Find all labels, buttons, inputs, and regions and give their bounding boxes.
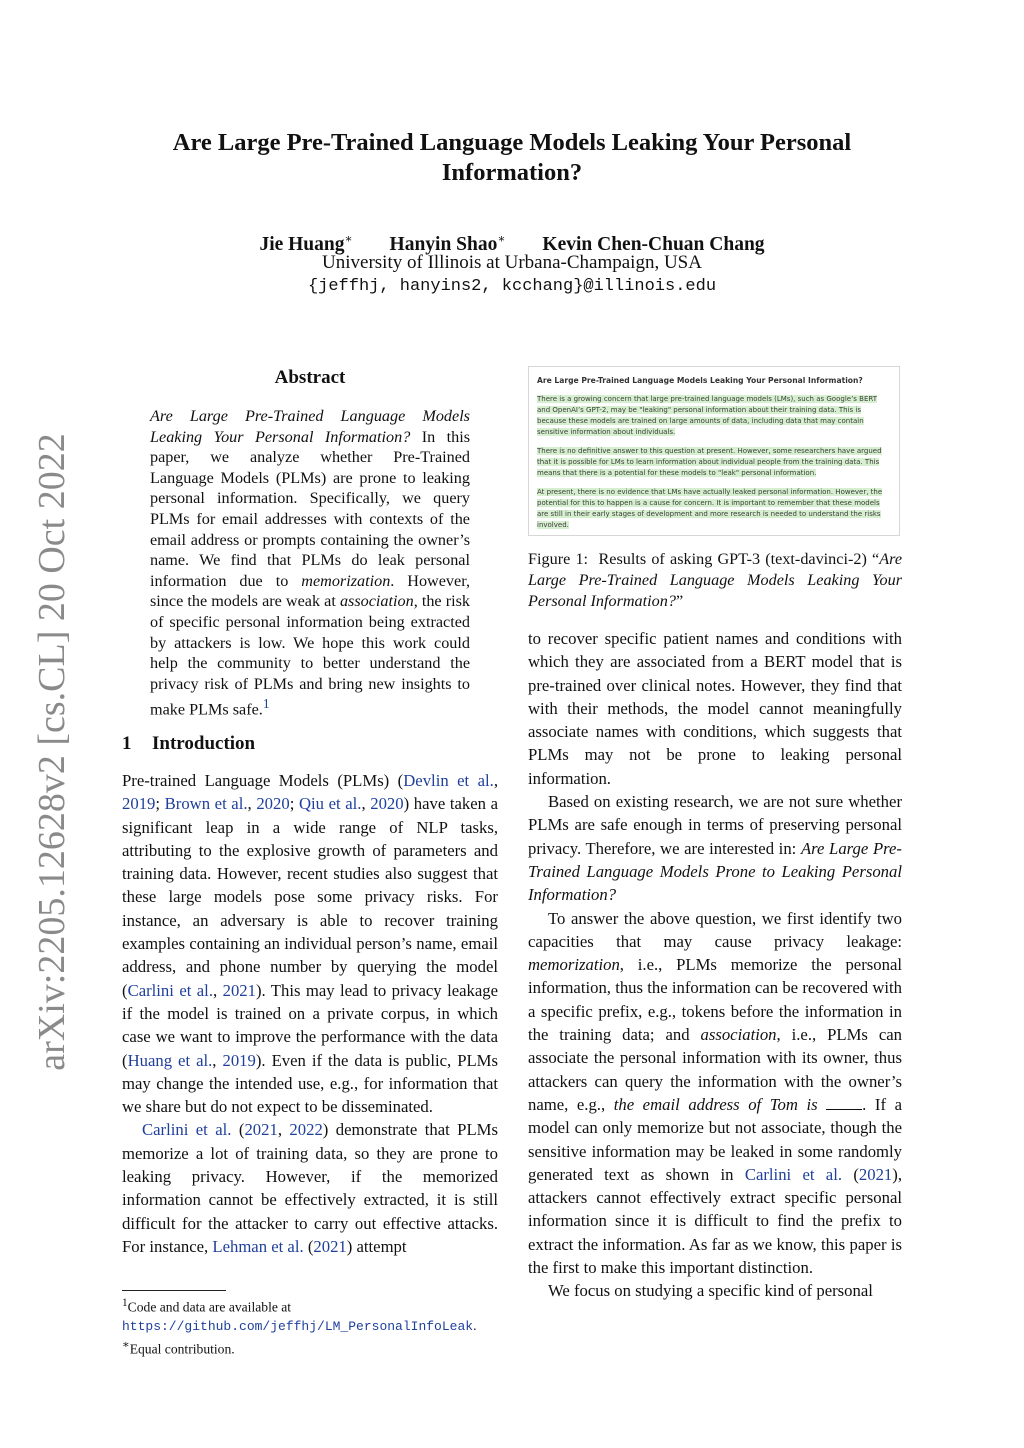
paragraph: Carlini et al. (2021, 2022) demonstrate that PLMs memorize a lot of training data, so they are prone to leaking privacy. However, if the memorized information cannot be effectively extracted, it is still difficult for the attacker to carry out effective attacks. For instance, Lehman et al. (2021) attempt [122, 1120, 498, 1256]
paragraph: We focus on studying a specific kind of personal [548, 1281, 873, 1301]
citation-link[interactable]: 2022 [289, 1120, 323, 1140]
footnote-rule [122, 1290, 226, 1291]
citation-link[interactable]: 2021 [313, 1236, 347, 1256]
figure-answer: There is a growing concern that large pre-trained language models (LMs), such as Google’s BERT and OpenAI’s GPT-2, may be "leaking" personal information about their training data. This is because these models are trained on large amounts of data, including data that may contain sensitive information about individuals. [537, 395, 878, 436]
paragraph: Pre-trained Language Models (PLMs) (Devlin et al., 2019; Brown et al., 2020; Qiu et al., 2020) have taken a significant leap in a wide range of NLP tasks, attributing to the explosive growth of parameters and training data. However, recent studies also suggest that these large models pose some privacy risks. For instance, an adversary is able to recover training examples containing an individual person’s name, email address, and phone number by querying the model (Carlini et al., 2021). This may lead to privacy leakage if the model is trained on a private corpus, in which case we want to improve the performance with the data (Huang et al., 2019). Even if the data is public, PLMs may change the intended use, e.g., for information that we share but do not expect to be disseminated. [122, 771, 499, 1117]
citation-link[interactable]: 2020 [370, 794, 404, 814]
citation-link[interactable]: 2019 [222, 1050, 256, 1070]
figure-1-screenshot [528, 366, 900, 536]
abstract-heading: Abstract [274, 367, 346, 388]
paragraph: Based on existing research, we are not sure whether PLMs are safe enough in terms of preserving personal privacy. Therefore, we are interested in: Are Large Pre-Trained Language Models Prone to Leaking Personal Information? [528, 792, 902, 905]
citation-link[interactable]: Carlini et al. [142, 1120, 232, 1140]
footnote-ref[interactable]: 1 [262, 696, 270, 712]
arxiv-stamp: arXiv:2205.12628v2 [cs.CL] 20 Oct 2022 [31, 433, 73, 1071]
figure-answer: There is no definitive answer to this question at present. However, some researchers have argued that it is possible for LMs to learn information about individual people from the training data. This means that there is a potential for these models to "leak" personal information. [537, 447, 882, 477]
author-emails: {jeffhj, hanyins2, kcchang}@illinois.edu [307, 277, 717, 296]
author-name: Hanyin Shao∗ [389, 231, 506, 255]
section-heading-introduction: 1 Introduction [122, 733, 256, 754]
citation-link[interactable]: 2019 [122, 794, 156, 814]
paragraph: To answer the above question, we first identify two capacities that may cause privacy leakage: memorization, i.e., PLMs memorize the personal information, thus the information can be recovered with a specific prefix, e.g., tokens before the information in the training data; and association, i.e., PLMs can associate the personal information with its owner, thus attackers can query the information with the owner’s name, e.g., the email address of Tom is . If a model can only memorize but not associate, though the sensitive information may be leaked in some randomly generated text as shown in Carlini et al. (2021), attackers cannot effectively extract specific personal information since it is difficult to find the prefix to extract the information. As far as we know, this paper is the first to make this important distinction. [528, 908, 903, 1278]
affiliation: University of Illinois at Urbana-Champaign, USA [322, 252, 702, 273]
citation-link[interactable]: Devlin et al. [403, 771, 494, 790]
right-column-body [528, 627, 902, 1303]
citation-link[interactable]: Carlini et al. [127, 980, 213, 1000]
paper-title: Are Large Pre-Trained Language Models Leaking Your Personal Information? [172, 129, 852, 186]
footnote: $^1$Code and data are available at https://github.com/jeffhj/LM_PersonalInfoLeak. ∗Equal contribution. [122, 1297, 477, 1357]
author-name: Kevin Chen-Chuan Chang [542, 233, 765, 255]
figure-caption: Figure 1: Results of asking GPT-3 (text-davinci-2) “Are Large Pre-Trained Language Models Leaking Your Personal Information?” [528, 550, 903, 610]
citation-link[interactable]: 2021 [244, 1120, 278, 1140]
citation-link[interactable]: Carlini et al. [744, 1164, 843, 1184]
citation-link[interactable]: Brown et al. [164, 794, 248, 814]
figure-answer: At present, there is no evidence that LMs have actually leaked personal information. However, the potential for this to happen is a cause for concern. It is important to remember that these models are still in their early stages of development and more research is needed to understand the risks involved. [537, 488, 883, 529]
blank-underline [826, 1095, 862, 1110]
author-name: Jie Huang∗ [259, 231, 353, 255]
citation-link[interactable]: 2020 [256, 794, 290, 814]
citation-link[interactable]: Qiu et al. [298, 794, 362, 814]
citation-link[interactable]: Huang et al. [127, 1050, 213, 1070]
citation-link[interactable]: Lehman et al. [212, 1236, 304, 1256]
citation-link[interactable]: 2021 [222, 980, 256, 1000]
left-column-body [122, 769, 498, 1258]
github-link[interactable]: https://github.com/jeffhj/LM_PersonalInfoLeak [122, 1318, 474, 1334]
abstract-text: Are Large Pre-Trained Language Models Leaking Your Personal Information? In this paper, we analyze whether Pre-Trained Language Models (PLMs) are prone to leaking personal information. Specifically, we query PLMs for email addresses with contexts of the email address or prompts containing the owner’s name. We find that PLMs do leak personal information due to memorization. However, since the models are weak at association, the risk of specific personal information being extracted by attackers is low. We hope this work could help the community to better understand the privacy risk of PLMs and bring new insights to make PLMs safe.$^1$ [150, 407, 471, 719]
citation-link[interactable]: 2021 [858, 1164, 893, 1184]
figure-question: Are Large Pre-Trained Language Models Leaking Your Personal Information? [537, 376, 863, 385]
paragraph: to recover specific patient names and conditions with which they are associated from a BERT model that is pre-trained over clinical notes. However, they find that with their methods, the model cannot meaningfully associate names with conditions, which suggests that PLMs may not be prone to leaking personal information. [528, 629, 902, 788]
